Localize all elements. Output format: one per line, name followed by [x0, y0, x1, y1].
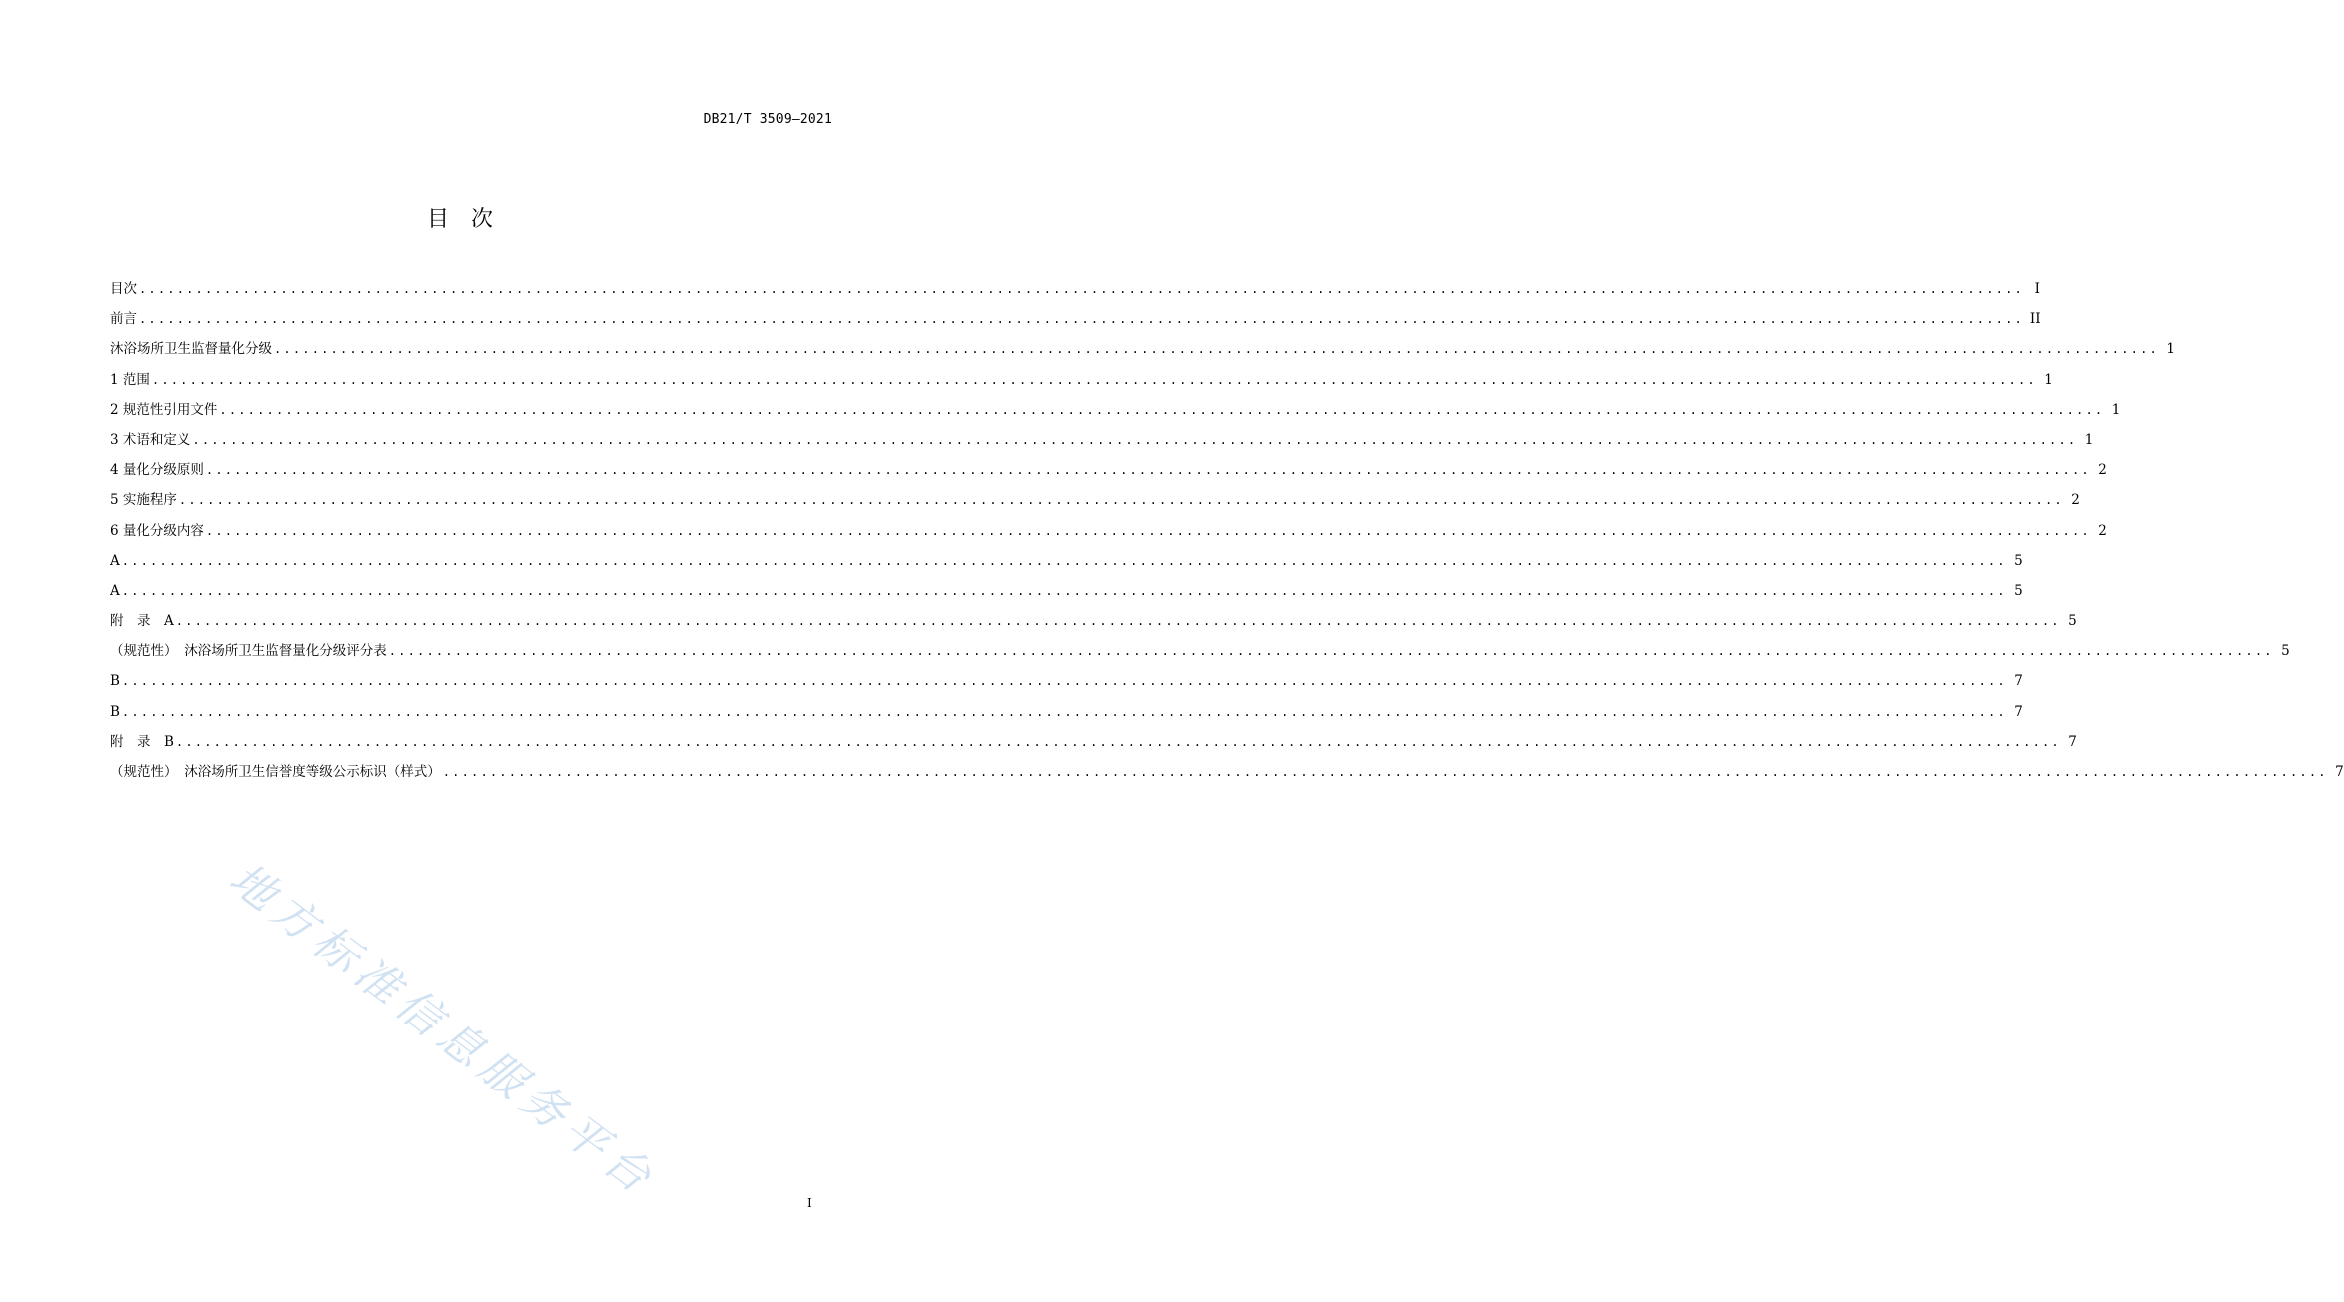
toc-entry[interactable] [110, 701, 2023, 731]
toc-leader-dots: ........................................................................................................................................................................................................ [139, 312, 2024, 327]
page-title: 目次 [426, 207, 515, 232]
toc-entry-label: 附 录 A [110, 613, 174, 630]
toc-entry-page: 5 [2014, 582, 2023, 599]
table-of-contents [110, 278, 2344, 791]
toc-entry[interactable] [110, 278, 2040, 308]
toc-leader-dots: ........................................................................................................................................................................................................ [274, 342, 2159, 357]
toc-leader-dots: ........................................................................................................................................................................................................ [121, 704, 2007, 719]
toc-entry-label: 附 录 B [110, 733, 174, 750]
toc-entry-label: （规范性） 沐浴场所卫生监督量化分级评分表 [110, 643, 387, 660]
toc-leader-dots: ........................................................................................................................................................................................................ [175, 734, 2061, 749]
toc-entry-page: 2 [2098, 462, 2107, 479]
toc-entry[interactable] [110, 550, 2023, 580]
toc-entry[interactable] [110, 308, 2041, 338]
toc-entry-page: 2 [2098, 522, 2107, 539]
toc-entry-label: B [110, 673, 120, 690]
toc-entry-page: 5 [2281, 643, 2290, 660]
toc-entry[interactable] [110, 429, 2094, 459]
toc-entry-page: 5 [2068, 613, 2077, 630]
watermark: 地方标准信息服务平台 [219, 853, 666, 1207]
toc-leader-dots: ........................................................................................................................................................................................................ [151, 372, 2037, 387]
toc-entry[interactable] [110, 459, 2107, 489]
toc-entry[interactable] [110, 670, 2023, 700]
toc-entry-page: 7 [2335, 764, 2344, 780]
toc-entry-label: 沐浴场所卫生监督量化分级 [110, 341, 272, 358]
toc-entry-page: I [2034, 281, 2040, 297]
toc-entry-page: 1 [2044, 371, 2053, 388]
toc-entry-page: 7 [2014, 673, 2023, 690]
toc-entry-label: A [110, 552, 120, 569]
toc-entry[interactable] [110, 580, 2023, 610]
toc-entry[interactable] [110, 399, 2121, 429]
toc-leader-dots: ........................................................................................................................................................................................................ [219, 402, 2105, 417]
toc-entry-label: 1 范围 [110, 371, 150, 388]
toc-entry-page: 7 [2014, 703, 2023, 720]
toc-entry-page: 2 [2071, 492, 2080, 509]
toc-entry[interactable] [110, 761, 2344, 791]
toc-entry[interactable] [110, 520, 2107, 550]
toc-entry-label: 4 量化分级原则 [110, 462, 204, 479]
toc-entry-label: 6 量化分级内容 [110, 522, 204, 539]
toc-entry-page: 1 [2084, 431, 2094, 448]
toc-entry-label: B [110, 703, 120, 720]
toc-entry[interactable] [110, 640, 2290, 670]
standard-code: DB21/T 3509—2021 [703, 112, 832, 127]
toc-leader-dots: ........................................................................................................................................................................................................ [205, 523, 2091, 538]
toc-leader-dots: ........................................................................................................................................................................................................ [178, 493, 2064, 508]
toc-entry-label: 前言 [110, 311, 137, 328]
toc-entry-label: （规范性） 沐浴场所卫生信誉度等级公示标识（样式） [110, 764, 441, 780]
toc-leader-dots: ........................................................................................................................................................................................................ [442, 765, 2328, 779]
toc-entry[interactable] [110, 731, 2077, 761]
toc-entry-label: 2 规范性引用文件 [110, 401, 218, 418]
toc-leader-dots: ........................................................................................................................................................................................................ [121, 583, 2007, 598]
toc-entry-page: 1 [2111, 401, 2121, 418]
toc-entry-label: 5 实施程序 [110, 492, 177, 509]
toc-entry-label: A [110, 582, 120, 599]
toc-entry-label: 3 术语和定义 [110, 431, 191, 448]
toc-leader-dots: ........................................................................................................................................................................................................ [121, 553, 2007, 568]
toc-leader-dots: ........................................................................................................................................................................................................ [388, 644, 2274, 659]
toc-leader-dots: ........................................................................................................................................................................................................ [139, 282, 2024, 296]
toc-entry[interactable] [110, 369, 2053, 399]
toc-leader-dots: ........................................................................................................................................................................................................ [205, 463, 2091, 478]
toc-leader-dots: ........................................................................................................................................................................................................ [192, 432, 2078, 447]
toc-entry[interactable] [110, 610, 2077, 640]
toc-entry-page: II [2029, 311, 2041, 328]
toc-entry-label: 目次 [110, 281, 137, 297]
toc-entry-page: 7 [2068, 733, 2077, 750]
toc-entry[interactable] [110, 489, 2080, 519]
toc-leader-dots: ........................................................................................................................................................................................................ [121, 674, 2007, 689]
toc-leader-dots: ........................................................................................................................................................................................................ [175, 614, 2061, 629]
toc-entry[interactable] [110, 338, 2175, 368]
toc-entry-page: 5 [2014, 552, 2023, 569]
page-number: I [807, 1196, 812, 1210]
toc-entry-page: 1 [2166, 341, 2175, 358]
